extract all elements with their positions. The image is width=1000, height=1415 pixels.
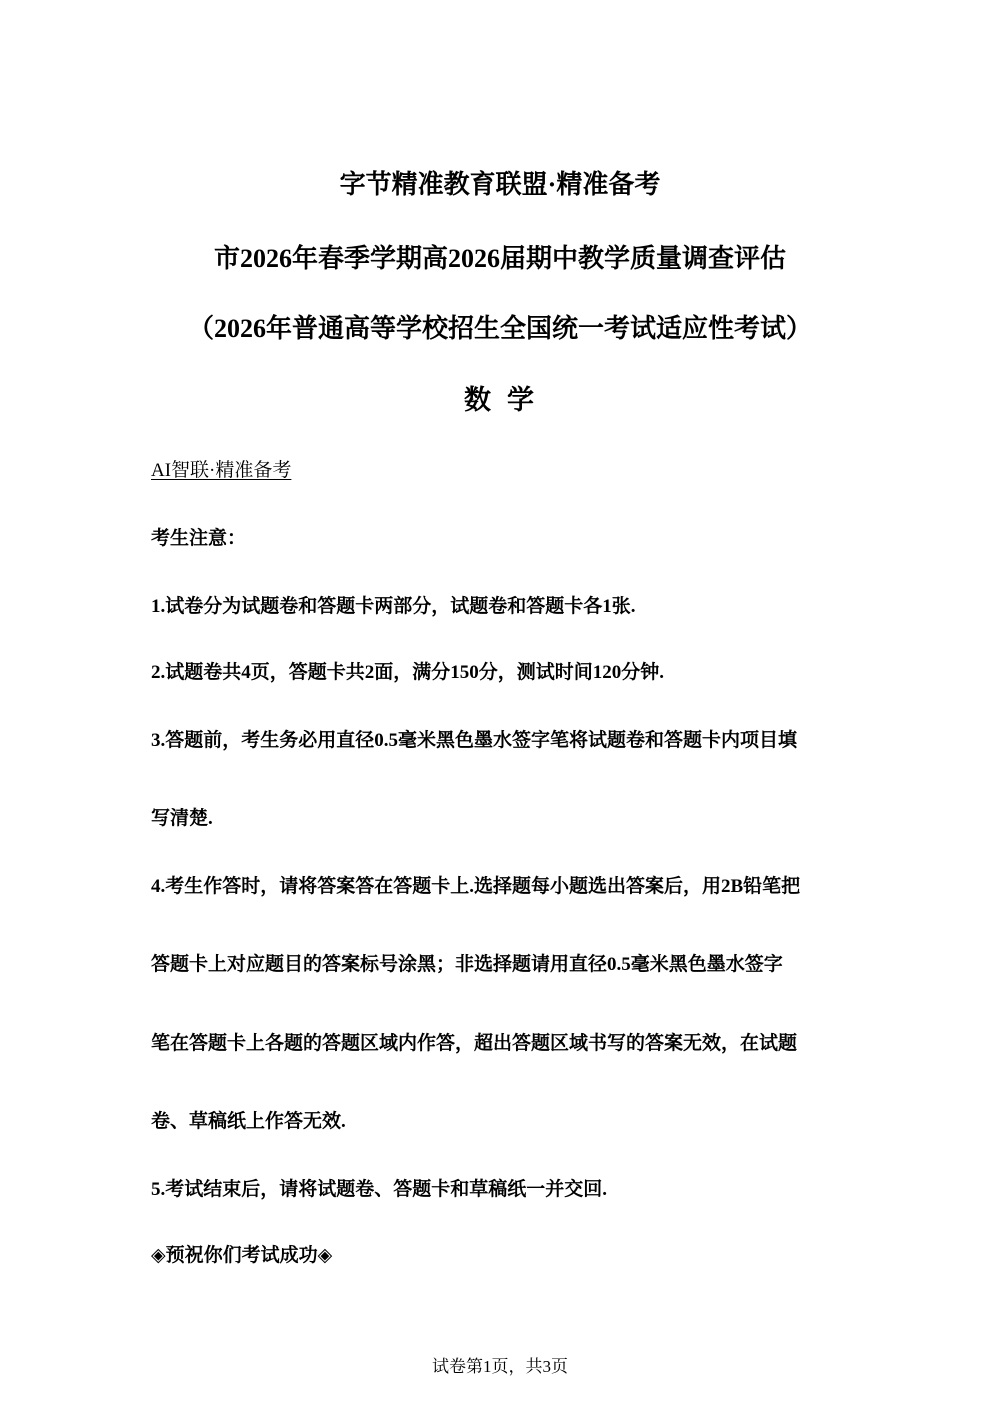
subject-title [0, 383, 1000, 417]
subtitle: AI智联·精准备考 [151, 460, 292, 481]
subject-char-2: 学 [507, 385, 536, 415]
notice-line-4: 写清楚. [151, 808, 213, 829]
header-line-1: 字节精准教育联盟·精准备考 [339, 170, 661, 199]
closing-message: ◈预祝你们考试成功◈ [151, 1245, 333, 1266]
subject-char-1: 数 [464, 385, 493, 415]
header-line-2: 市2026年春季学期高2026届期中教学质量调查评估 [213, 244, 786, 273]
notice-line-3: 3.答题前，考生务必用直径0.5毫米黑色墨水签字笔将试题卷和答题卡内项目填 [151, 730, 798, 751]
notice-line-5: 4.考生作答时，请将答案答在答题卡上.选择题每小题选出答案后，用2B铅笔把 [151, 876, 801, 897]
header-line-3: （2026年普通高等学校招生全国统一考试适应性考试） [187, 314, 812, 343]
notice-line-9: 5.考试结束后，请将试题卷、答题卡和草稿纸一并交回. [151, 1179, 608, 1200]
notice-line-8: 卷、草稿纸上作答无效. [151, 1111, 346, 1132]
notice-line-1: 1.试卷分为试题卷和答题卡两部分，试题卷和答题卡各1张. [151, 596, 636, 617]
notice-line-6: 答题卡上对应题目的答案标号涂黑；非选择题请用直径0.5毫米黑色墨水签字 [151, 954, 783, 975]
notice-line-2: 2.试题卷共4页，答题卡共2面，满分150分，测试时间120分钟. [151, 662, 665, 683]
notice-heading: 考生注意： [151, 528, 247, 549]
notice-line-7: 笔在答题卡上各题的答题区域内作答，超出答题区域书写的答案无效，在试题 [151, 1033, 798, 1054]
page-footer: 试卷第1页，共3页 [432, 1357, 568, 1376]
